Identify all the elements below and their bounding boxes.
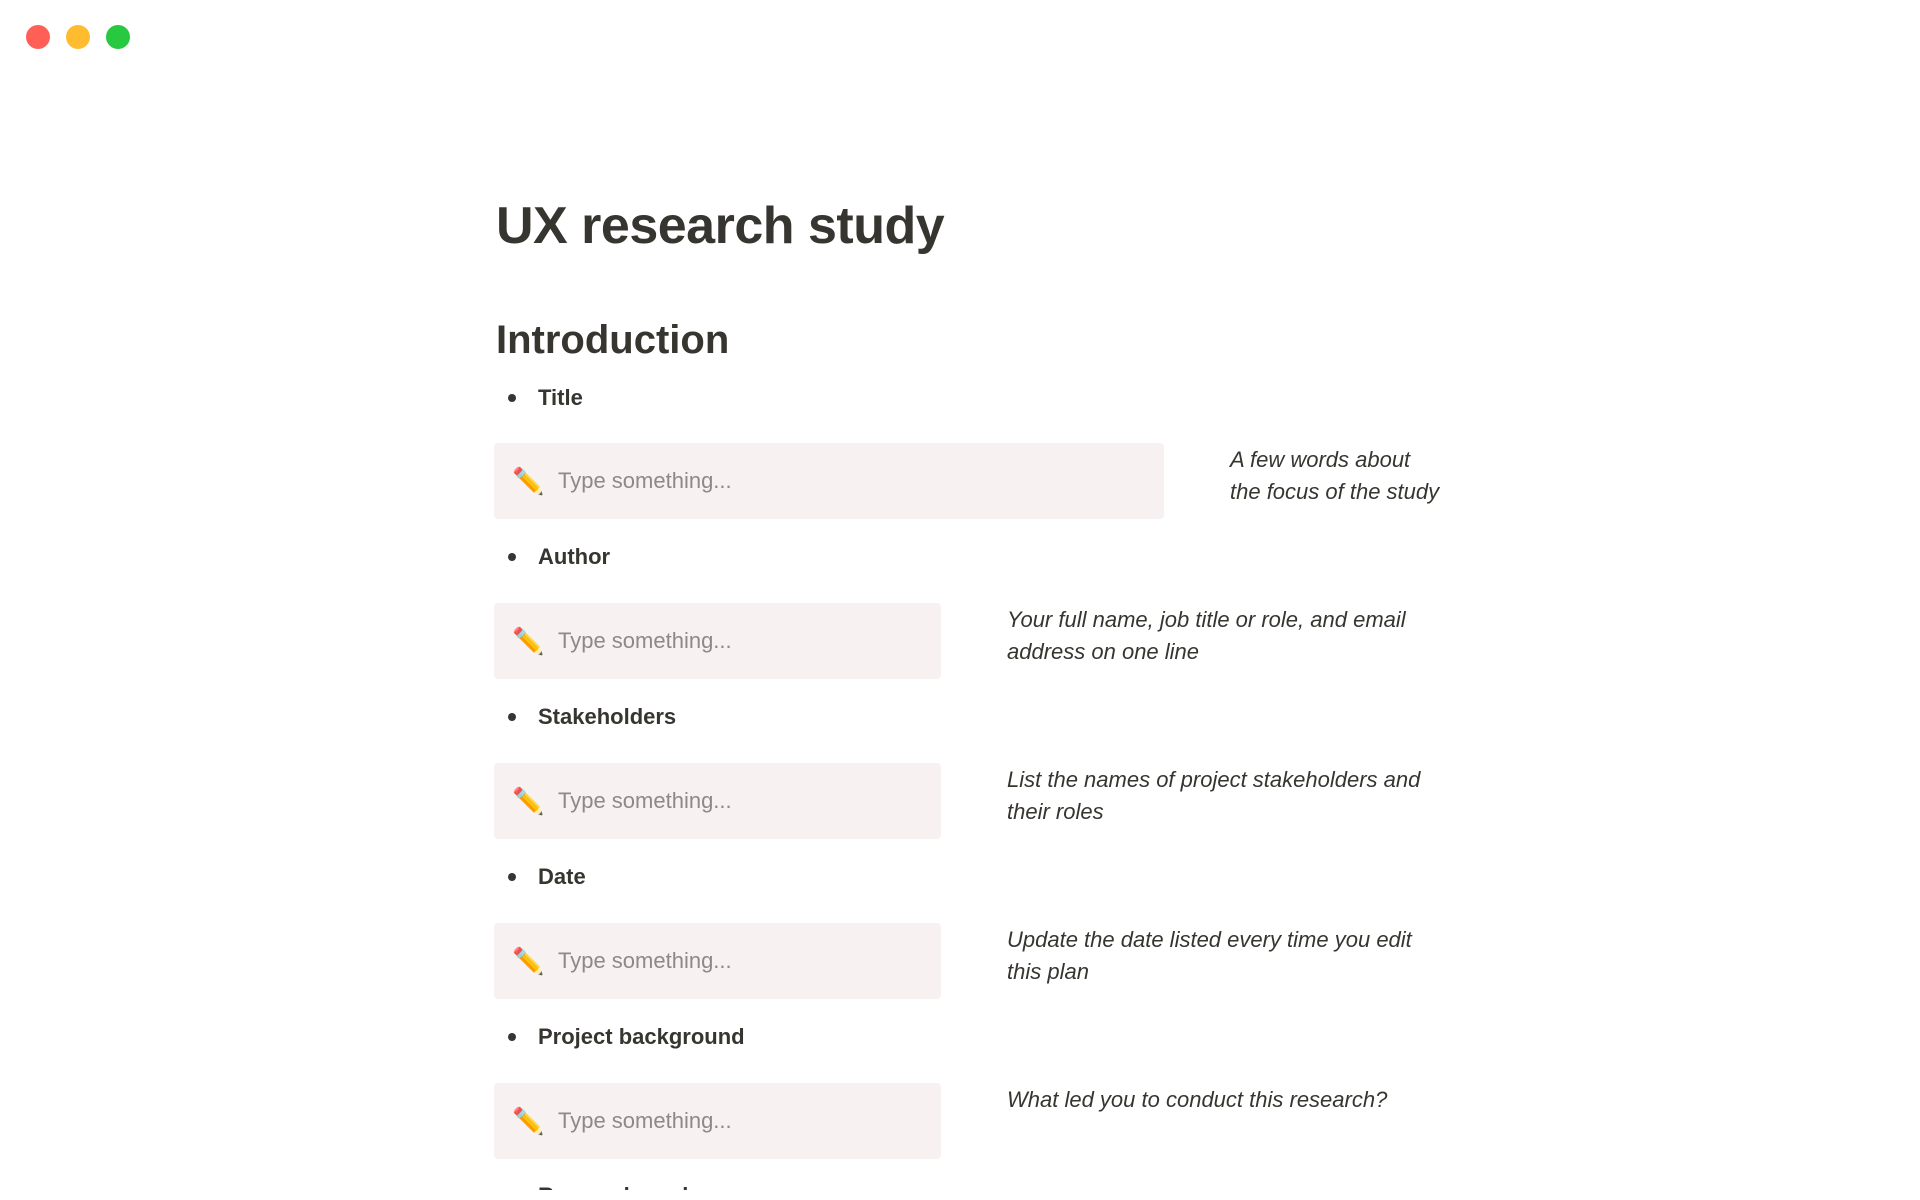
bullet-label: Date [538,864,586,889]
pencil-icon: ✏️ [512,1106,545,1136]
project-background-input[interactable] [494,1083,941,1159]
title-input[interactable] [494,443,1164,519]
pencil-icon: ✏️ [512,466,545,496]
hint-author: Your full name, job title or role, and email address on one line [1007,607,1406,664]
author-input[interactable] [494,603,941,679]
bullet-dot [508,713,516,721]
page-title[interactable]: UX research study [496,197,945,255]
hint-date: Update the date listed every time you edit this plan [1007,927,1412,984]
bullet-item-title[interactable] [508,378,583,418]
hint-title: A few words about the focus of the study [1230,447,1440,504]
bullet-label: Stakeholders [538,704,677,729]
pencil-icon: ✏️ [512,946,545,976]
bullet-item-project-background[interactable] [508,1017,745,1057]
minimize-window-button[interactable] [66,25,90,49]
window-controls [26,25,130,49]
field-placeholder: Type something... [558,628,732,653]
field-placeholder: Type something... [558,788,732,813]
bullet-dot [508,553,516,561]
bullet-item-author[interactable] [508,537,610,577]
hint-stakeholders: List the names of project stakeholders and their roles [1007,767,1421,824]
pencil-icon: ✏️ [512,786,545,816]
bullet-label: Author [538,544,611,569]
bullet-dot [508,394,516,402]
bullet-dot [508,873,516,881]
hint-project-background: What led you to conduct this research? [1007,1087,1388,1112]
field-placeholder: Type something... [558,1108,732,1133]
bullet-item-date[interactable] [508,857,586,897]
bullet-dot [508,1033,516,1041]
field-placeholder: Type something... [558,468,732,493]
close-window-button[interactable] [26,25,50,49]
viewport-bottom-edge [0,1190,1920,1200]
date-input[interactable] [494,923,941,999]
bullet-label: Project background [538,1024,745,1049]
bullet-label: Title [538,385,583,410]
pencil-icon: ✏️ [512,626,545,656]
section-heading-introduction[interactable]: Introduction [496,318,730,362]
bullet-item-stakeholders[interactable] [508,697,676,737]
stakeholders-input[interactable] [494,763,941,839]
field-placeholder: Type something... [558,948,732,973]
maximize-window-button[interactable] [106,25,130,49]
